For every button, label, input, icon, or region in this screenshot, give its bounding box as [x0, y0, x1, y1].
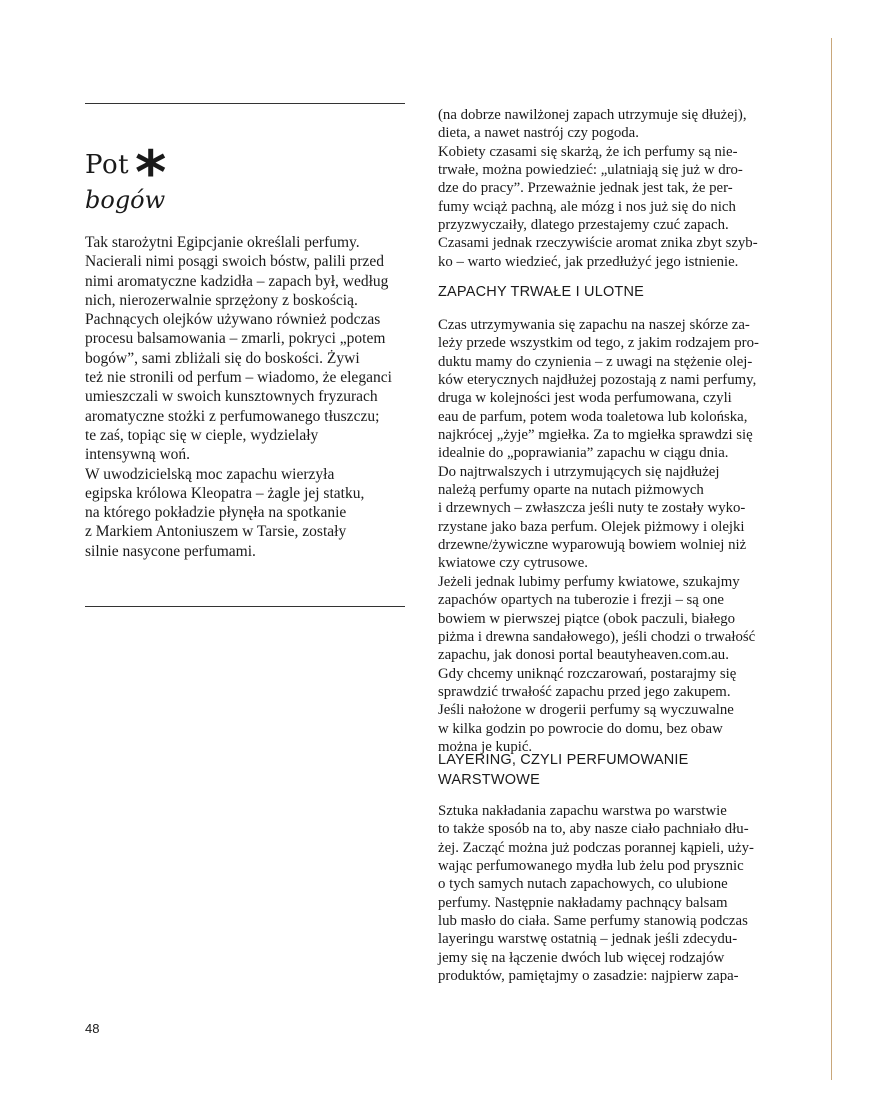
article-subtitle: bogów [85, 186, 166, 214]
top-rule [85, 103, 405, 104]
text-line: drzewne/żywiczne wyparowują bowiem wolniej niż [438, 537, 747, 554]
text-line: (na dobrze nawilżonej zapach utrzymuje się dłużej), [438, 107, 747, 123]
text-line: te zaś, topiąc się w cieple, wydzielały [85, 426, 319, 444]
title-main-text: Pot [85, 150, 130, 180]
text-line: procesu balsamowania – zmarli, pokryci „potem [85, 330, 386, 348]
text-line: z Markiem Antoniuszem w Tarsie, zostały [85, 523, 347, 541]
text-line: egipska królowa Kleopatra – żagle jej statku, [85, 484, 365, 502]
text-line: leży przede wszystkim od tego, z jakim rodzajem pro- [438, 335, 759, 352]
text-line: Gdy chcemy uniknąć rozczarowań, postarajmy się [438, 665, 737, 682]
text-line: nich, nierozerwalnie sprzężony z boskością. [85, 291, 358, 309]
text-line: Czasami jednak rzeczywiście aromat znika zbyt szyb- [438, 235, 758, 252]
text-line: Jeżeli jednak lubimy perfumy kwiatowe, szukajmy [438, 573, 740, 590]
section-lasting-scents [438, 316, 768, 756]
text-line: perfumy. Następnie nakładamy pachnący balsam [438, 894, 728, 911]
text-line: umieszczali w swoich kunsztownych fryzurach [85, 388, 378, 406]
text-line: Tak starożytni Egipcjanie określali perfumy. [85, 234, 360, 251]
text-line: Czas utrzymywania się zapachu na naszej skórze za- [438, 317, 750, 333]
section-layering [438, 802, 768, 985]
text-line: najkrócej „żyje” mgiełka. Za to mgiełka sprawdzi się [438, 427, 753, 444]
text-line: ko – warto wiedzieć, jak przedłużyć jego istnienie. [438, 253, 739, 270]
heading-line: LAYERING, CZYLI PERFUMOWANIE [438, 752, 689, 768]
heading-line: WARSTWOWE [438, 772, 540, 788]
text-line: jemy się na łączenie dwóch lub więcej rodzajów [438, 949, 725, 966]
text-line: aromatyczne stożki z perfumowanego tłuszczu; [85, 407, 380, 425]
text-line: lub masło do ciała. Same perfumy stanowią podczas [438, 913, 748, 930]
text-line: Nacierali nimi posągi swoich bóstw, palili przed [85, 253, 385, 271]
text-line: dieta, a nawet nastrój czy pogoda. [438, 125, 639, 142]
text-line: rzystane jako baza perfum. Olejek piżmowy i olejki [438, 518, 745, 535]
text-line: wając perfumowanego mydła lub żelu pod prysznic [438, 858, 744, 875]
text-line: ków eterycznych najdłużej pozostają z nami perfumy, [438, 372, 757, 389]
text-line: Do najtrwalszych i utrzymujących się najdłużej [438, 463, 720, 480]
text-line: duktu mamy do czynienia – z uwagi na stężenie olej- [438, 353, 753, 370]
text-line: Jeśli nałożone w drogerii perfumy są wyczuwalne [438, 702, 734, 719]
text-line: dze do pracy”. Przeważnie jednak jest tak, że per- [438, 180, 733, 197]
text-line: piżma i drewna sandałowego), jeśli chodzi o trwałość [438, 628, 756, 645]
text-line: W uwodzicielską moc zapachu wierzyła [85, 465, 335, 483]
margin-accent-line [831, 38, 832, 1080]
text-line: Pachnących olejków używano również podczas [85, 311, 381, 329]
text-line: produktów, pamiętajmy o zasadzie: najpierw zapa- [438, 968, 739, 985]
text-line: bogów”, sami zbliżali się do boskości. Żywi [85, 349, 360, 367]
text-line: można je kupić. [438, 738, 533, 755]
text-line: eau de parfum, potem woda toaletowa lub kolońska, [438, 408, 748, 425]
text-line: zapachów opartych na tuberozie i frezji – są one [438, 592, 724, 609]
text-line: i drzewnych – zwłaszcza jeśli nuty te zostały wyko- [438, 500, 746, 517]
text-line: fumy wciąż pachną, ale mózg i nos już się do nich [438, 198, 736, 215]
page-number: 48 [85, 1021, 100, 1036]
text-line: druga w kolejności jest woda perfumowana, czyli [438, 390, 732, 407]
text-line: należą perfumy oparte na nutach piżmowych [438, 482, 704, 499]
section-heading-lasting-scents: ZAPACHY TRWAŁE I ULOTNE [438, 284, 645, 300]
text-line: idealnie do „poprawiania” zapachu w ciągu dnia. [438, 445, 729, 462]
text-line: zapachu, jak donosi portal beautyheaven.com.au. [438, 647, 729, 664]
text-line: layeringu warstwę ostatnią – jednak jeśli zdecydu- [438, 931, 738, 948]
text-line: w kilka godzin po powrocie do domu, bez obaw [438, 720, 723, 737]
text-line: przyzwyczaiły, dlatego przestajemy czuć zapach. [438, 217, 729, 234]
text-line: też nie stronili od perfum – wiadomo, że eleganci [85, 369, 392, 387]
asterisk-icon: * [135, 138, 167, 208]
text-line: sprawdzić trwałość zapachu przed jego zakupem. [438, 683, 731, 700]
text-line: o tych samych nutach zapachowych, co ulubione [438, 876, 728, 893]
text-line: intensywną woń. [85, 446, 191, 464]
bottom-rule [85, 606, 405, 607]
text-line: bowiem w pierwszej piątce (obok paczuli, białego [438, 610, 736, 627]
intro-continuation [438, 106, 768, 271]
section-heading-layering [438, 750, 758, 790]
text-line: Kobiety czasami się skarżą, że ich perfumy są nie- [438, 143, 738, 160]
text-line: nimi aromatyczne kadzidła – zapach był, według [85, 272, 389, 290]
text-line: silnie nasycone perfumami. [85, 542, 256, 560]
text-line: trwałe, można powiedzieć: „ulatniają się już w dro- [438, 162, 743, 179]
text-line: Sztuka nakładania zapachu warstwa po warstwie [438, 803, 727, 819]
text-line: kwiatowe czy cytrusowe. [438, 555, 588, 572]
intro-paragraph [85, 233, 415, 561]
text-line: to także sposób na to, aby nasze ciało pachniało dłu- [438, 821, 749, 838]
text-line: na którego pokładzie płynęła na spotkanie [85, 504, 347, 522]
text-line: żej. Zacząć można już podczas porannej kąpieli, uży- [438, 839, 754, 856]
